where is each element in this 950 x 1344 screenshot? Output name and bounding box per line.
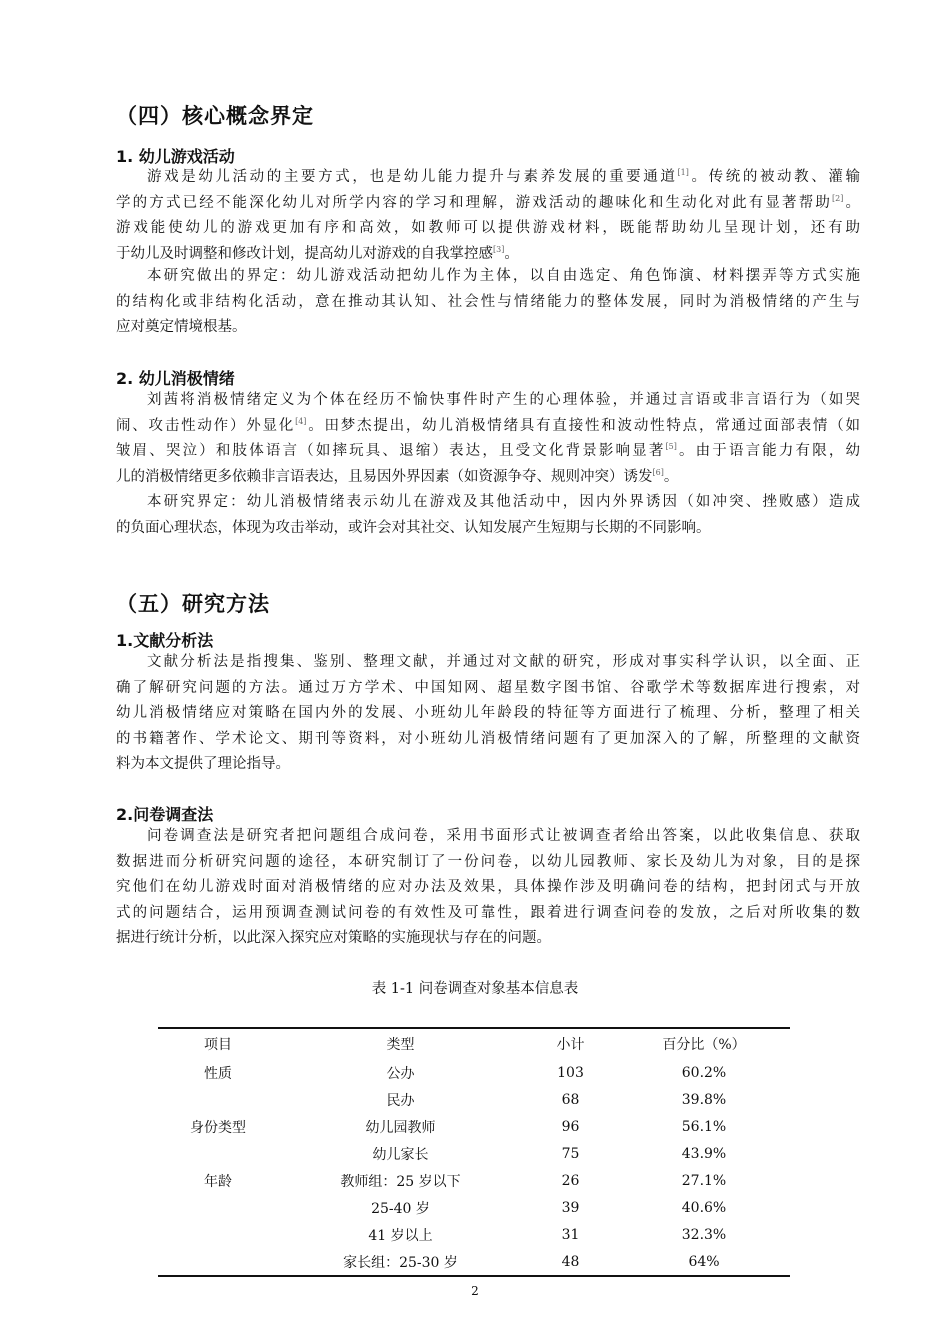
text-line: 的书籍著作、学术论文、期刊等资料，对小班幼儿消极情绪问题有了更加深入的了解，所整理的文献资 xyxy=(116,730,860,747)
text-line: 儿的消极情绪更多依赖非言语表达，且易因外界因素（如资源争夺、规则冲突）诱发[6]。 xyxy=(116,467,679,485)
text-line: 据进行统计分析，以此深入探究应对策略的实施现状与存在的问题。 xyxy=(116,930,551,946)
cell-type: 民办 xyxy=(386,1092,415,1109)
table-row xyxy=(158,1248,790,1276)
cell-subtotal: 103 xyxy=(557,1064,584,1081)
citation[interactable]: [6] xyxy=(652,467,664,477)
text-line: 刘茜将消极情绪定义为个体在经历不愉快事件时产生的心理体验，并通过言语或非言语行为（如哭 xyxy=(147,392,860,408)
text-line: 学的方式已经不能深化幼儿对所学内容的学习和理解，游戏活动的趣味化和生动化对此有显著帮助[2]。 xyxy=(116,193,860,211)
text-line: 皱眉、哭泣）和肢体语言（如摔玩具、退缩）表达，且受文化背景影响显著[5]。由于语言能力有限，幼 xyxy=(116,442,860,459)
cell-percent: 39.8% xyxy=(681,1091,727,1108)
table-row xyxy=(158,1221,790,1248)
paragraph-play-definition xyxy=(116,165,860,267)
citation[interactable]: [3] xyxy=(493,244,505,254)
cell-percent: 56.1% xyxy=(681,1118,727,1135)
text-line: 于幼儿及时调整和修改计划，提高幼儿对游戏的自我掌控感[3]。 xyxy=(116,244,519,262)
table-header-row xyxy=(158,1028,790,1059)
table-caption: 表 1-1 问卷调查对象基本信息表 xyxy=(371,981,579,997)
section-heading-4: （四）核心概念界定 xyxy=(116,104,314,128)
cell-type: 公办 xyxy=(386,1065,415,1082)
respondent-info-table xyxy=(158,1027,790,1277)
cell-percent: 40.6% xyxy=(681,1199,727,1216)
cell-percent: 64% xyxy=(688,1253,720,1270)
cell-type: 幼儿园教师 xyxy=(365,1119,436,1136)
table-row xyxy=(158,1086,790,1113)
text-line: 料为本文提供了理论指导。 xyxy=(116,756,290,772)
text-line: 的结构化或非结构化活动，意在推动其认知、社会性与情绪能力的整体发展，同时为消极情绪的产生与 xyxy=(116,293,860,310)
text-line: 的负面心理状态，体现为攻击举动，或许会对其社交、认知发展产生短期与长期的不同影响。 xyxy=(116,519,711,536)
subsection-heading-literature: 1.文献分析法 xyxy=(116,631,214,650)
paragraph-questionnaire-method xyxy=(116,824,860,952)
table-row xyxy=(158,1059,790,1086)
cell-type: 幼儿家长 xyxy=(372,1146,429,1163)
cell-subtotal: 39 xyxy=(561,1199,580,1216)
text-line: 闹、攻击性动作）外显化[4]。田梦杰提出，幼儿消极情绪具有直接性和波动性特点，常通过面部表情（如 xyxy=(116,416,860,434)
text-line: 幼儿消极情绪应对策略在国内外的发展、小班幼儿年龄段的特征等方面进行了梳理、分析，整理了相关 xyxy=(116,705,860,721)
cell-item xyxy=(158,1221,278,1248)
cell-subtotal: 26 xyxy=(561,1172,580,1189)
cell-item: 身份类型 xyxy=(190,1119,246,1136)
page-number: 2 xyxy=(471,1284,479,1298)
cell-item xyxy=(158,1140,278,1167)
text-line: 确了解研究问题的方法。通过万方学术、中国知网、超星数字图书馆、谷歌学术等数据库进行搜索，对 xyxy=(116,679,860,696)
text-line: 文献分析法是指搜集、鉴别、整理文献，并通过对文献的研究，形成对事实科学认识，以全面、正 xyxy=(147,654,860,670)
column-header-subtotal: 小计 xyxy=(556,1037,585,1053)
paragraph-literature-method xyxy=(116,650,860,778)
cell-subtotal: 68 xyxy=(561,1091,580,1108)
cell-item: 年龄 xyxy=(204,1173,232,1190)
subsection-heading-questionnaire: 2.问卷调查法 xyxy=(116,805,214,824)
paragraph-play-scope xyxy=(116,264,860,341)
cell-item xyxy=(158,1194,278,1221)
cell-percent: 32.3% xyxy=(681,1226,727,1243)
cell-item: 性质 xyxy=(204,1065,232,1082)
subsection-heading-negative-emotion: 2. 幼儿消极情绪 xyxy=(116,369,235,388)
paragraph-emotion-definition xyxy=(116,388,860,490)
cell-percent: 27.1% xyxy=(681,1172,727,1189)
text-line: 本研究界定：幼儿消极情绪表示幼儿在游戏及其他活动中，因内外界诱因（如冲突、挫败感）造成 xyxy=(147,494,860,510)
text-line: 数据进而分析研究问题的途径，本研究制订了一份问卷，以幼儿园教师、家长及幼儿为对象，目的是探 xyxy=(116,853,860,870)
cell-item xyxy=(158,1248,278,1276)
cell-percent: 60.2% xyxy=(681,1064,727,1081)
cell-type: 教师组：25 岁以下 xyxy=(340,1173,461,1190)
cell-percent: 43.9% xyxy=(681,1145,727,1162)
table-row xyxy=(158,1140,790,1167)
table-row xyxy=(158,1167,790,1194)
cell-type: 25-40 岁 xyxy=(371,1200,430,1217)
text-line: 游戏是幼儿活动的主要方式，也是幼儿能力提升与素养发展的重要通道[1]。传统的被动教、灌输 xyxy=(147,168,860,185)
citation[interactable]: [4] xyxy=(295,416,307,426)
column-header-item: 项目 xyxy=(204,1037,232,1053)
citation[interactable]: [1] xyxy=(677,168,689,178)
cell-type: 41 岁以上 xyxy=(368,1227,433,1244)
table-row xyxy=(158,1113,790,1140)
paragraph-emotion-scope xyxy=(116,490,860,541)
text-line: 式的问题结合，运用预调查测试问卷的有效性及可靠性，跟着进行调查问卷的发放，之后对所收集的数 xyxy=(116,904,860,921)
cell-subtotal: 31 xyxy=(561,1226,580,1243)
subsection-heading-play-activity: 1. 幼儿游戏活动 xyxy=(116,147,235,166)
text-line: 游戏能使幼儿的游戏更加有序和高效，如教师可以提供游戏材料，既能帮助幼儿呈现计划，还有助 xyxy=(116,220,860,236)
cell-subtotal: 96 xyxy=(561,1118,580,1135)
column-header-type: 类型 xyxy=(386,1037,415,1053)
citation[interactable]: [2] xyxy=(832,193,844,203)
cell-subtotal: 48 xyxy=(561,1253,580,1270)
column-header-percent: 百分比（%） xyxy=(662,1037,746,1053)
cell-type: 家长组：25-30 岁 xyxy=(343,1254,458,1271)
citation[interactable]: [5] xyxy=(665,442,677,452)
text-line: 究他们在幼儿游戏时面对消极情绪的应对办法及效果，具体操作涉及明确问卷的结构，把封闭式与开放 xyxy=(116,879,860,895)
table-row xyxy=(158,1194,790,1221)
text-line: 应对奠定情境根基。 xyxy=(116,319,247,335)
text-line: 本研究做出的界定：幼儿游戏活动把幼儿作为主体，以自由选定、角色饰演、材料摆弄等方式实施 xyxy=(147,268,860,284)
cell-item xyxy=(158,1086,278,1113)
text-line: 问卷调查法是研究者把问题组合成问卷，采用书面形式让被调查者给出答案，以此收集信息、获取 xyxy=(147,828,860,844)
cell-subtotal: 75 xyxy=(561,1145,580,1162)
section-heading-5: （五）研究方法 xyxy=(116,592,270,616)
